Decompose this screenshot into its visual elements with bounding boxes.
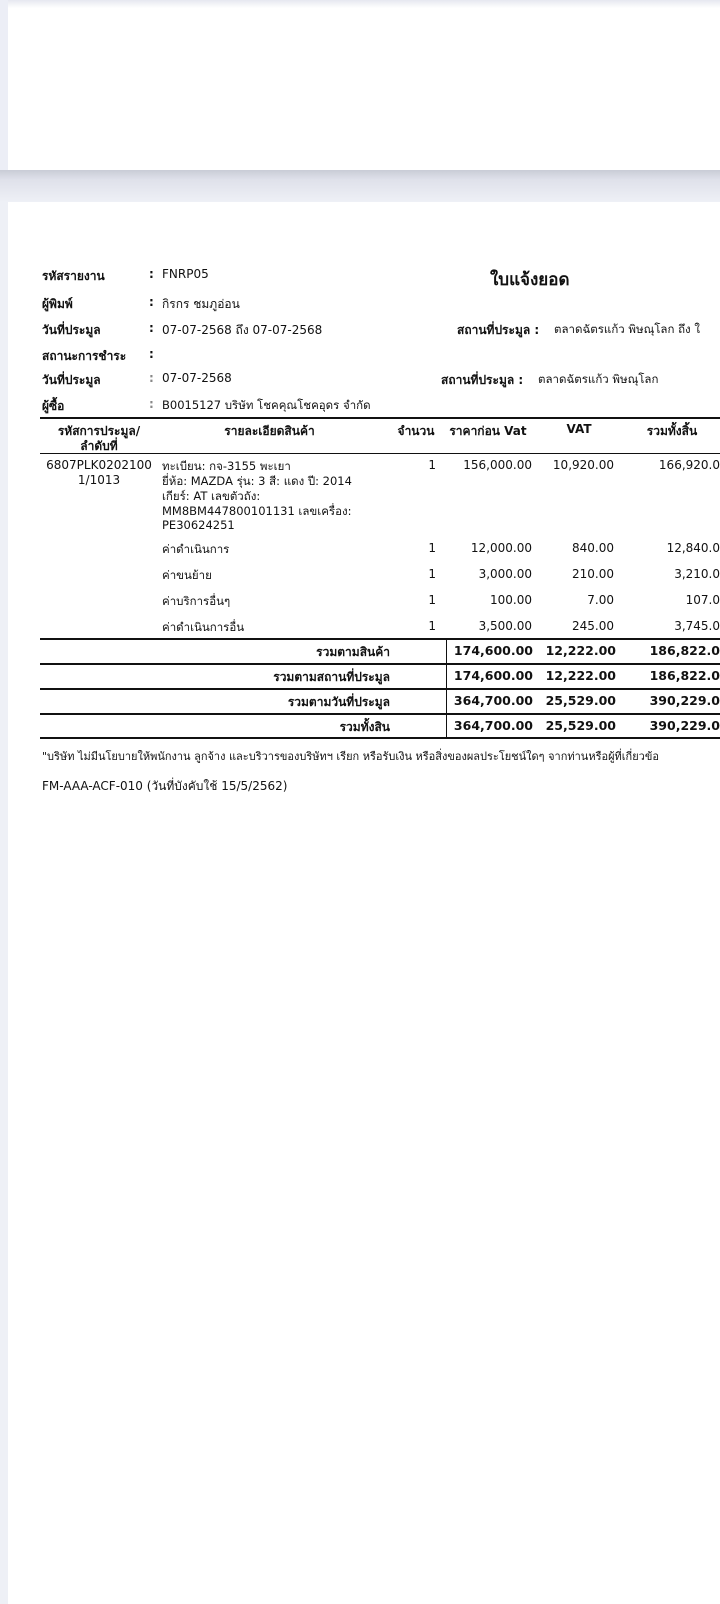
subtotal-rule xyxy=(40,713,720,715)
subtotal-price: 364,700.00 xyxy=(453,693,533,708)
subtotal-rule xyxy=(40,638,720,640)
previous-page xyxy=(0,0,720,178)
field-value-auction-date: 07-07-2568 xyxy=(162,371,232,385)
field-value-auction-date-range: 07-07-2568 ถึง 07-07-2568 xyxy=(162,323,323,337)
fee-row-total: 107.0 xyxy=(685,593,720,607)
subtotal-label: รวมตามวันที่ประมูล xyxy=(287,695,390,709)
field-label-printed-by: ผู้พิมพ์ xyxy=(42,297,73,311)
field-label-auction-date: วันที่ประมูล xyxy=(42,373,101,387)
col-header-auction-no-line2: ลำดับที่ xyxy=(80,439,118,453)
field-colon: : xyxy=(149,321,154,335)
fee-row-qty: 1 xyxy=(428,567,436,581)
auction-seq: 1/1013 xyxy=(77,473,121,487)
subtotal-rule xyxy=(40,688,720,690)
item-detail-line: PE30624251 xyxy=(162,518,235,532)
field-value-report-code: FNRP05 xyxy=(162,267,209,281)
fee-row-desc: ค่าดำเนินการ xyxy=(162,542,230,556)
fee-row-price: 3,500.00 xyxy=(478,619,532,633)
table-top-rule xyxy=(40,417,720,419)
venue-value: ตลาดฉัตรแก้ว พิษณุโลก xyxy=(538,372,659,386)
subtotal-label: รวมตามสถานที่ประมูล xyxy=(273,670,390,684)
document-title: ใบแจ้งยอด xyxy=(490,270,570,290)
fee-row-desc: ค่าดำเนินการอื่น xyxy=(162,620,245,634)
subtotal-price: 174,600.00 xyxy=(453,643,533,658)
venue-range-label: สถานที่ประมูล : xyxy=(457,323,540,337)
venue-label: สถานที่ประมูล : xyxy=(441,373,524,387)
grand-total-vat: 25,529.00 xyxy=(545,718,616,733)
item-detail-line: ทะเบียน: กจ-3155 พะเยา xyxy=(162,459,291,473)
col-header-qty: จำนวน xyxy=(397,424,435,438)
subtotal-price: 174,600.00 xyxy=(453,668,533,683)
fee-row-vat: 7.00 xyxy=(587,593,614,607)
field-value-buyer: B0015127 บริษัท โชคคุณโชคอุดร จำกัด xyxy=(162,398,371,412)
fee-row-qty: 1 xyxy=(428,593,436,607)
subtotal-vat: 25,529.00 xyxy=(545,693,616,708)
field-label-report-code: รหัสรายงาน xyxy=(42,269,105,283)
subtotal-rule xyxy=(40,663,720,665)
fee-row-desc: ค่าขนย้าย xyxy=(162,568,212,582)
fee-row-qty: 1 xyxy=(428,619,436,633)
item-detail-line: ยี่ห้อ: MAZDA รุ่น: 3 สี: แดง ปี: 2014 xyxy=(162,474,352,488)
subtotal-vat: 12,222.00 xyxy=(545,668,616,683)
field-value-printed-by: กิรกร ชมภูอ่อน xyxy=(162,297,240,311)
field-label-auction-date-range: วันที่ประมูล xyxy=(42,323,101,337)
fee-row-vat: 840.00 xyxy=(572,541,614,555)
grand-total-total: 390,229.0 xyxy=(649,718,720,733)
col-header-vat: VAT xyxy=(566,422,592,436)
fee-row-qty: 1 xyxy=(428,541,436,555)
fee-row-total: 3,210.0 xyxy=(674,567,720,581)
page-shadow xyxy=(0,0,720,8)
field-label-buyer: ผู้ซื้อ xyxy=(42,399,65,413)
subtotal-vat: 12,222.00 xyxy=(545,643,616,658)
fee-row-vat: 210.00 xyxy=(572,567,614,581)
page-separator xyxy=(0,170,720,202)
col-header-total: รวมทั้งสิ้น xyxy=(646,424,698,438)
page-gutter xyxy=(0,0,8,178)
field-colon: : xyxy=(149,371,154,385)
field-label-payment-status: สถานะการชำระ xyxy=(42,349,127,363)
fee-row-price: 12,000.00 xyxy=(470,541,532,555)
field-colon: : xyxy=(149,295,154,309)
fee-row-total: 3,745.0 xyxy=(674,619,720,633)
anti-bribery-notice: "บริษัท ไม่มีนโยบายให้พนักงาน ลูกจ้าง และบริวารของบริษัทฯ เรียก หรือรับเงิน หรือสิ่งของผลประโยชน์ใดๆ จากท่านหรือผู้ที่เกี่ยวข้อ xyxy=(42,750,659,763)
item-qty: 1 xyxy=(428,458,436,472)
subtotal-label: รวมตามสินค้า xyxy=(316,645,390,659)
col-header-price: ราคาก่อน Vat xyxy=(449,424,527,438)
page-gutter xyxy=(0,202,8,1604)
field-colon: : xyxy=(149,267,154,281)
col-header-detail: รายละเอียดสินค้า xyxy=(224,424,315,438)
item-price: 156,000.00 xyxy=(463,458,532,472)
item-total: 166,920.0 xyxy=(658,458,720,472)
fee-row-desc: ค่าบริการอื่นๆ xyxy=(162,594,231,608)
grand-total-label: รวมทั้งสิน xyxy=(339,720,390,734)
form-code: FM-AAA-ACF-010 (วันที่บังคับใช้ 15/5/2562) xyxy=(42,779,288,793)
field-colon: : xyxy=(149,397,154,411)
fee-row-price: 3,000.00 xyxy=(478,567,532,581)
table-header-rule xyxy=(40,453,720,454)
venue-range-value: ตลาดฉัตรแก้ว พิษณุโลก ถึง ใ xyxy=(554,322,700,336)
fee-row-total: 12,840.0 xyxy=(666,541,720,555)
item-vat: 10,920.00 xyxy=(552,458,614,472)
field-colon: : xyxy=(149,347,154,361)
table-bottom-rule xyxy=(40,737,720,739)
subtotal-total: 390,229.0 xyxy=(649,693,720,708)
col-header-auction-no: รหัสการประมูล/ xyxy=(57,424,141,438)
subtotal-total: 186,822.0 xyxy=(649,668,720,683)
subtotal-total: 186,822.0 xyxy=(649,643,720,658)
fee-row-vat: 245.00 xyxy=(572,619,614,633)
item-detail-line: MM8BM447800101131 เลขเครื่อง: xyxy=(162,504,352,518)
fee-row-price: 100.00 xyxy=(490,593,532,607)
statement-page xyxy=(8,202,720,1604)
auction-code: 6807PLK0202100 xyxy=(46,458,152,472)
grand-total-price: 364,700.00 xyxy=(453,718,533,733)
item-detail-line: เกียร์: AT เลขตัวถัง: xyxy=(162,489,261,503)
